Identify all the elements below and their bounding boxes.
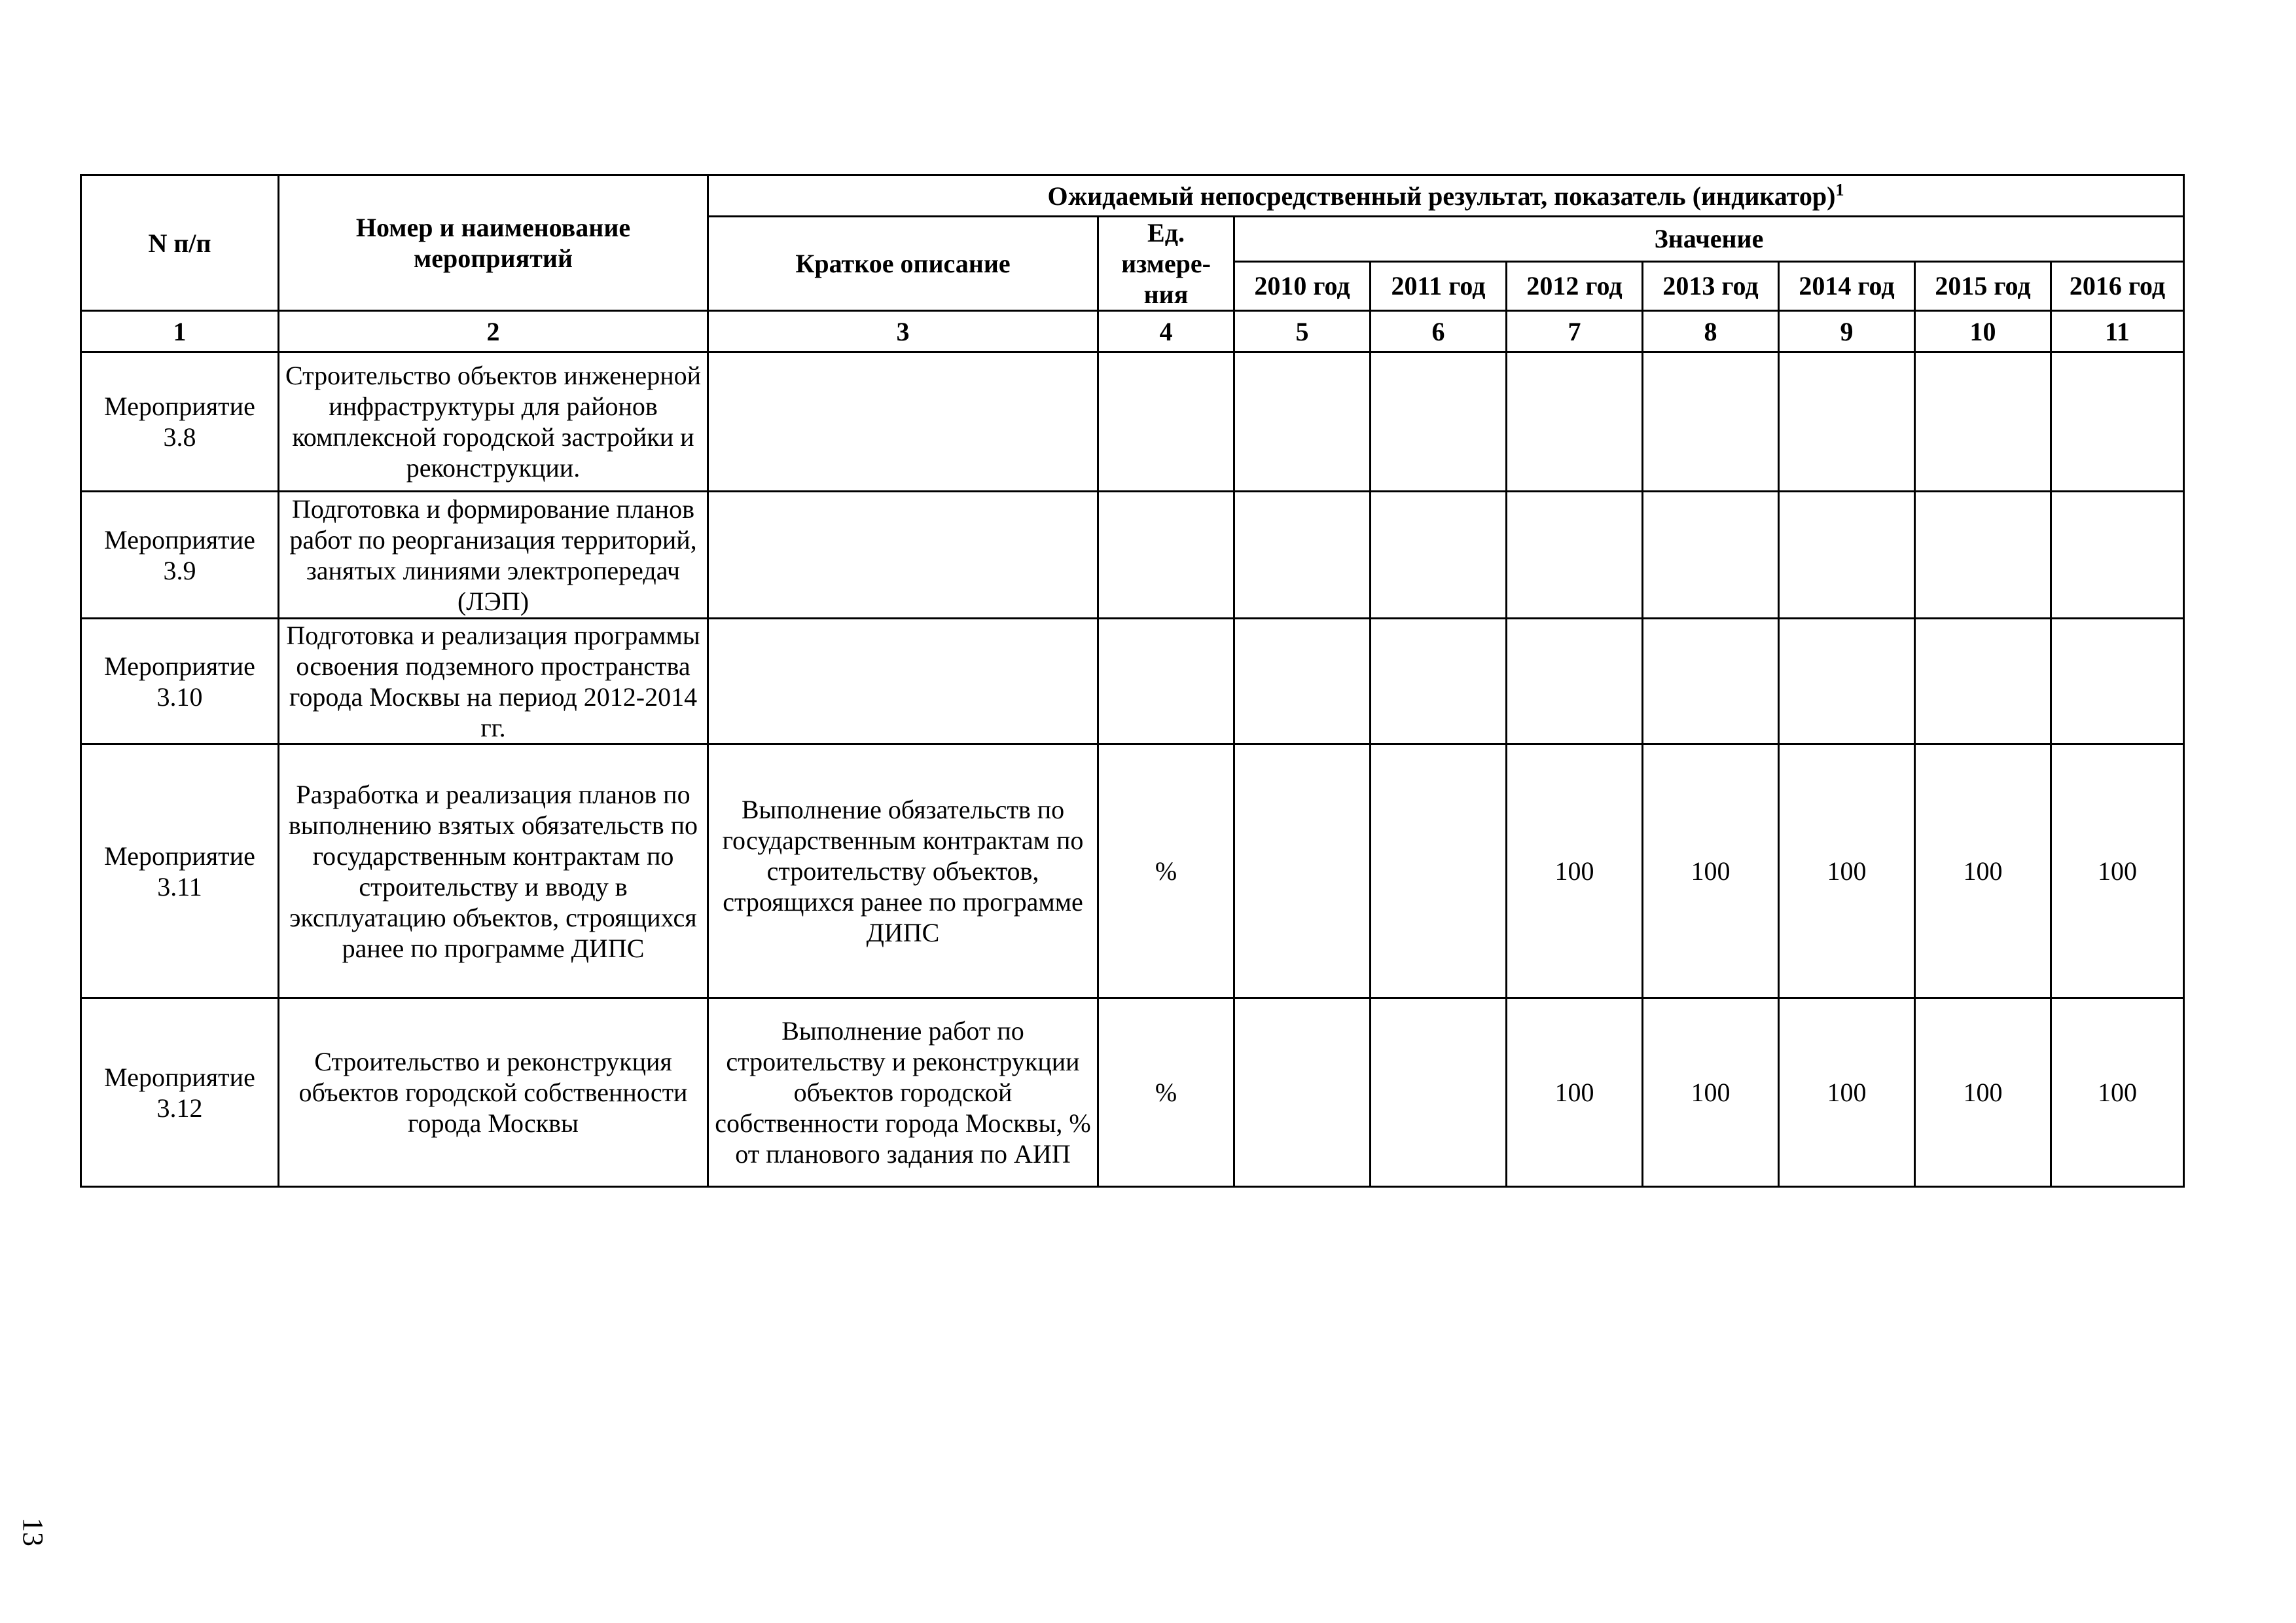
row-value: [1643, 619, 1779, 744]
row-value: [1643, 492, 1779, 619]
header-year: 2013 год: [1643, 261, 1779, 310]
column-number: 2: [279, 311, 708, 352]
row-name: Разработка и реализация планов по выполнению взятых обязательств по государственным контрактам по строительству и вводу в эксплуатацию объектов, строящихся ранее по программе ДИПС: [279, 744, 708, 998]
row-description: Выполнение обязательств по государственным контрактам по строительству объектов, строящихся ранее по программе ДИПС: [708, 744, 1098, 998]
column-number: 9: [1779, 311, 1915, 352]
row-unit: [1098, 492, 1234, 619]
header-year: 2015 год: [1915, 261, 2051, 310]
row-value: [1507, 619, 1643, 744]
header-year: 2016 год: [2051, 261, 2184, 310]
row-num: Мероприятие 3.10: [81, 619, 279, 744]
row-value: 100: [1779, 744, 1915, 998]
row-value: 100: [1507, 744, 1643, 998]
row-value: [1507, 492, 1643, 619]
footnote-mark: 1: [1835, 180, 1844, 200]
row-num: Мероприятие 3.11: [81, 744, 279, 998]
row-unit: %: [1098, 744, 1234, 998]
column-number: 3: [708, 311, 1098, 352]
header-year: 2011 год: [1371, 261, 1507, 310]
row-value: [1915, 352, 2051, 492]
row-value: [1371, 492, 1507, 619]
row-description: [708, 352, 1098, 492]
header-name: Номер и наименование мероприятий: [279, 175, 708, 311]
header-year: 2012 год: [1507, 261, 1643, 310]
row-value: [1643, 352, 1779, 492]
column-number: 6: [1371, 311, 1507, 352]
table-row: [81, 492, 2184, 619]
table-body: [81, 352, 2184, 1187]
header-values: Значение: [1234, 217, 2184, 262]
row-description: [708, 492, 1098, 619]
row-unit: %: [1098, 998, 1234, 1187]
row-value: 100: [1779, 998, 1915, 1187]
header-year: 2010 год: [1234, 261, 1371, 310]
header-year: 2014 год: [1779, 261, 1915, 310]
header-result-group-label: Ожидаемый непосредственный результат, показатель (индикатор): [1047, 181, 1836, 211]
row-value: [1234, 744, 1371, 998]
row-value: 100: [1507, 998, 1643, 1187]
row-description: Выполнение работ по строительству и реконструкции объектов городской собственности города Москвы, % от планового задания по АИП: [708, 998, 1098, 1187]
table-row: [81, 744, 2184, 998]
row-value: [1779, 619, 1915, 744]
column-number: 4: [1098, 311, 1234, 352]
row-value: [1371, 619, 1507, 744]
indicators-table: [80, 174, 2185, 1188]
row-value: 100: [2051, 998, 2184, 1187]
row-value: 100: [1915, 998, 2051, 1187]
row-num: Мероприятие 3.9: [81, 492, 279, 619]
header-description: Краткое описание: [708, 217, 1098, 311]
header-result-group: [708, 175, 2184, 217]
column-number: 1: [81, 311, 279, 352]
header-num: N п/п: [81, 175, 279, 311]
row-value: 100: [2051, 744, 2184, 998]
row-value: [2051, 492, 2184, 619]
row-unit: [1098, 352, 1234, 492]
table-header: [81, 175, 2184, 352]
row-value: [1507, 352, 1643, 492]
row-value: [1371, 352, 1507, 492]
row-value: 100: [1915, 744, 2051, 998]
row-value: [1234, 619, 1371, 744]
row-value: [1234, 492, 1371, 619]
row-value: [1234, 998, 1371, 1187]
page-number: 13: [17, 1518, 49, 1546]
row-value: 100: [1643, 744, 1779, 998]
table-row: [81, 352, 2184, 492]
row-value: [1234, 352, 1371, 492]
row-num: Мероприятие 3.12: [81, 998, 279, 1187]
row-value: [1915, 492, 2051, 619]
row-value: [1371, 744, 1507, 998]
row-value: [1371, 998, 1507, 1187]
row-value: [1915, 619, 2051, 744]
column-number: 5: [1234, 311, 1371, 352]
row-unit: [1098, 619, 1234, 744]
row-value: [1779, 492, 1915, 619]
row-value: [2051, 352, 2184, 492]
header-unit: Ед. измере-ния: [1098, 217, 1234, 311]
row-description: [708, 619, 1098, 744]
row-name: Подготовка и реализация программы освоения подземного пространства города Москвы на период 2012-2014 гг.: [279, 619, 708, 744]
row-num: Мероприятие 3.8: [81, 352, 279, 492]
column-number: 8: [1643, 311, 1779, 352]
column-number: 7: [1507, 311, 1643, 352]
row-value: 100: [1643, 998, 1779, 1187]
column-number: 11: [2051, 311, 2184, 352]
row-value: [1779, 352, 1915, 492]
row-name: Строительство и реконструкция объектов городской собственности города Москвы: [279, 998, 708, 1187]
column-number: 10: [1915, 311, 2051, 352]
row-name: Строительство объектов инженерной инфраструктуры для районов комплексной городской застройки и реконструкции.: [279, 352, 708, 492]
table-row: [81, 998, 2184, 1187]
row-value: [2051, 619, 2184, 744]
table-row: [81, 619, 2184, 744]
row-name: Подготовка и формирование планов работ по реорганизация территорий, занятых линиями электропередач (ЛЭП): [279, 492, 708, 619]
